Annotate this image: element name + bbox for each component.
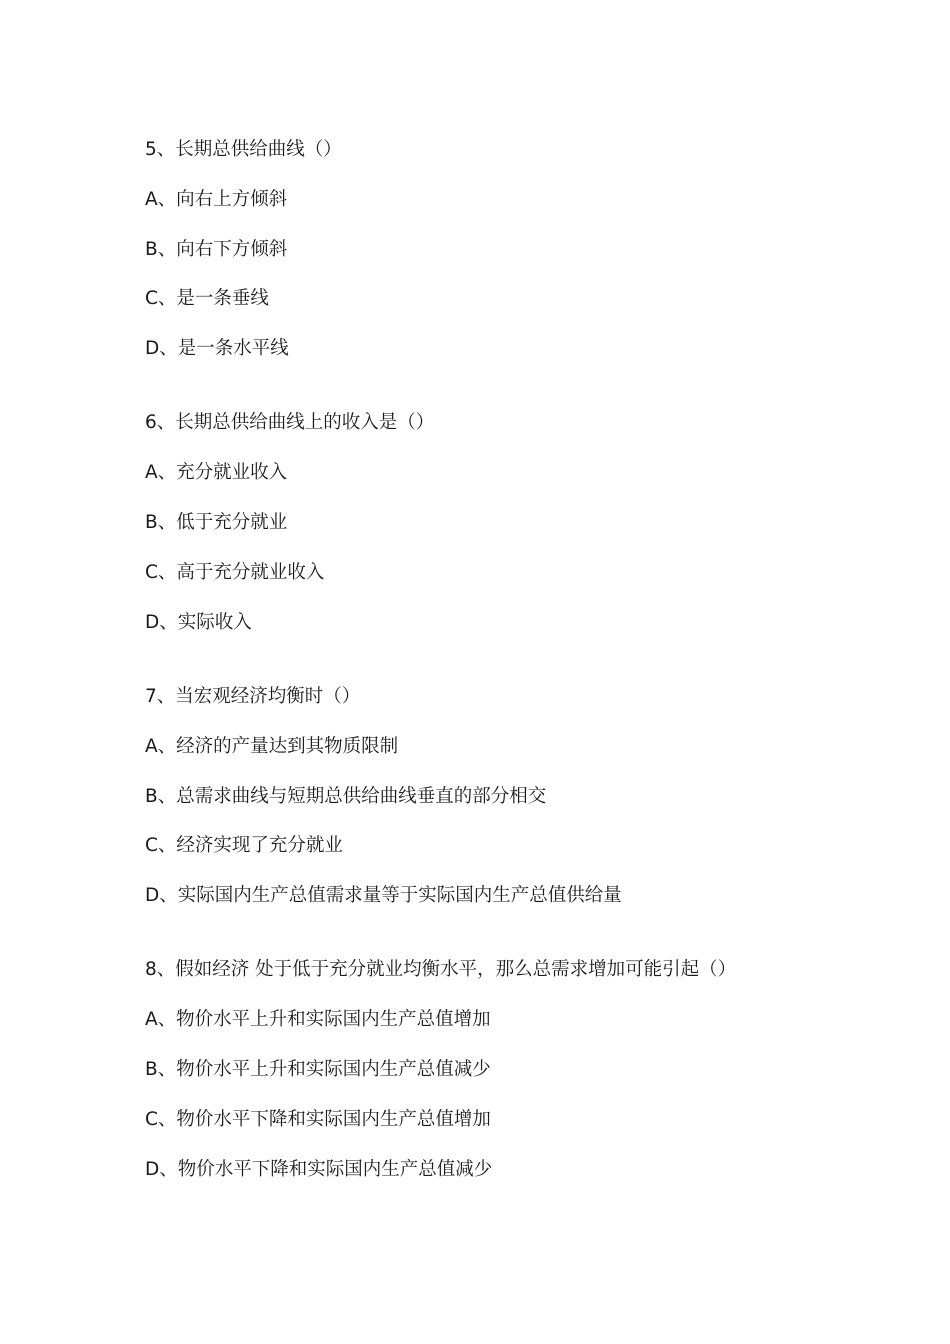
option-b: B、低于充分就业 <box>145 512 288 534</box>
question-stem: 5、长期总供给曲线（） <box>145 139 342 160</box>
question-8 <box>145 956 845 1205</box>
option-c: C、是一条垂线 <box>145 288 269 310</box>
question-stem: 6、长期总供给曲线上的收入是（） <box>145 412 435 434</box>
question-7 <box>145 683 845 932</box>
option-d: D、是一条水平线 <box>145 338 289 360</box>
option-b: B、总需求曲线与短期总供给曲线垂直的部分相交 <box>145 785 547 807</box>
option-b: B、物价水平上升和实际国内生产总值减少 <box>145 1059 491 1081</box>
option-a: A、物价水平上升和实际国内生产总值增加 <box>145 1009 491 1031</box>
question-stem: 8、假如经济 处于低于充分就业均衡水平，那么总需求增加可能引起（） <box>145 959 737 981</box>
option-a: A、充分就业收入 <box>145 462 288 484</box>
option-c: C、物价水平下降和实际国内生产总值增加 <box>145 1108 491 1130</box>
option-b: B、向右下方倾斜 <box>145 238 288 260</box>
question-stem: 7、当宏观经济均衡时（） <box>145 685 361 707</box>
option-c: C、经济实现了充分就业 <box>145 835 343 857</box>
question-5 <box>145 136 845 385</box>
question-6 <box>145 409 845 658</box>
option-c: C、高于充分就业收入 <box>145 561 325 583</box>
option-d: D、实际国内生产总值需求量等于实际国内生产总值供给量 <box>145 885 622 907</box>
option-a: A、向右上方倾斜 <box>145 188 288 210</box>
option-d: D、物价水平下降和实际国内生产总值减少 <box>145 1158 493 1180</box>
question-list <box>145 136 845 1230</box>
option-a: A、经济的产量达到其物质限制 <box>145 735 399 757</box>
option-d: D、实际收入 <box>145 611 252 633</box>
